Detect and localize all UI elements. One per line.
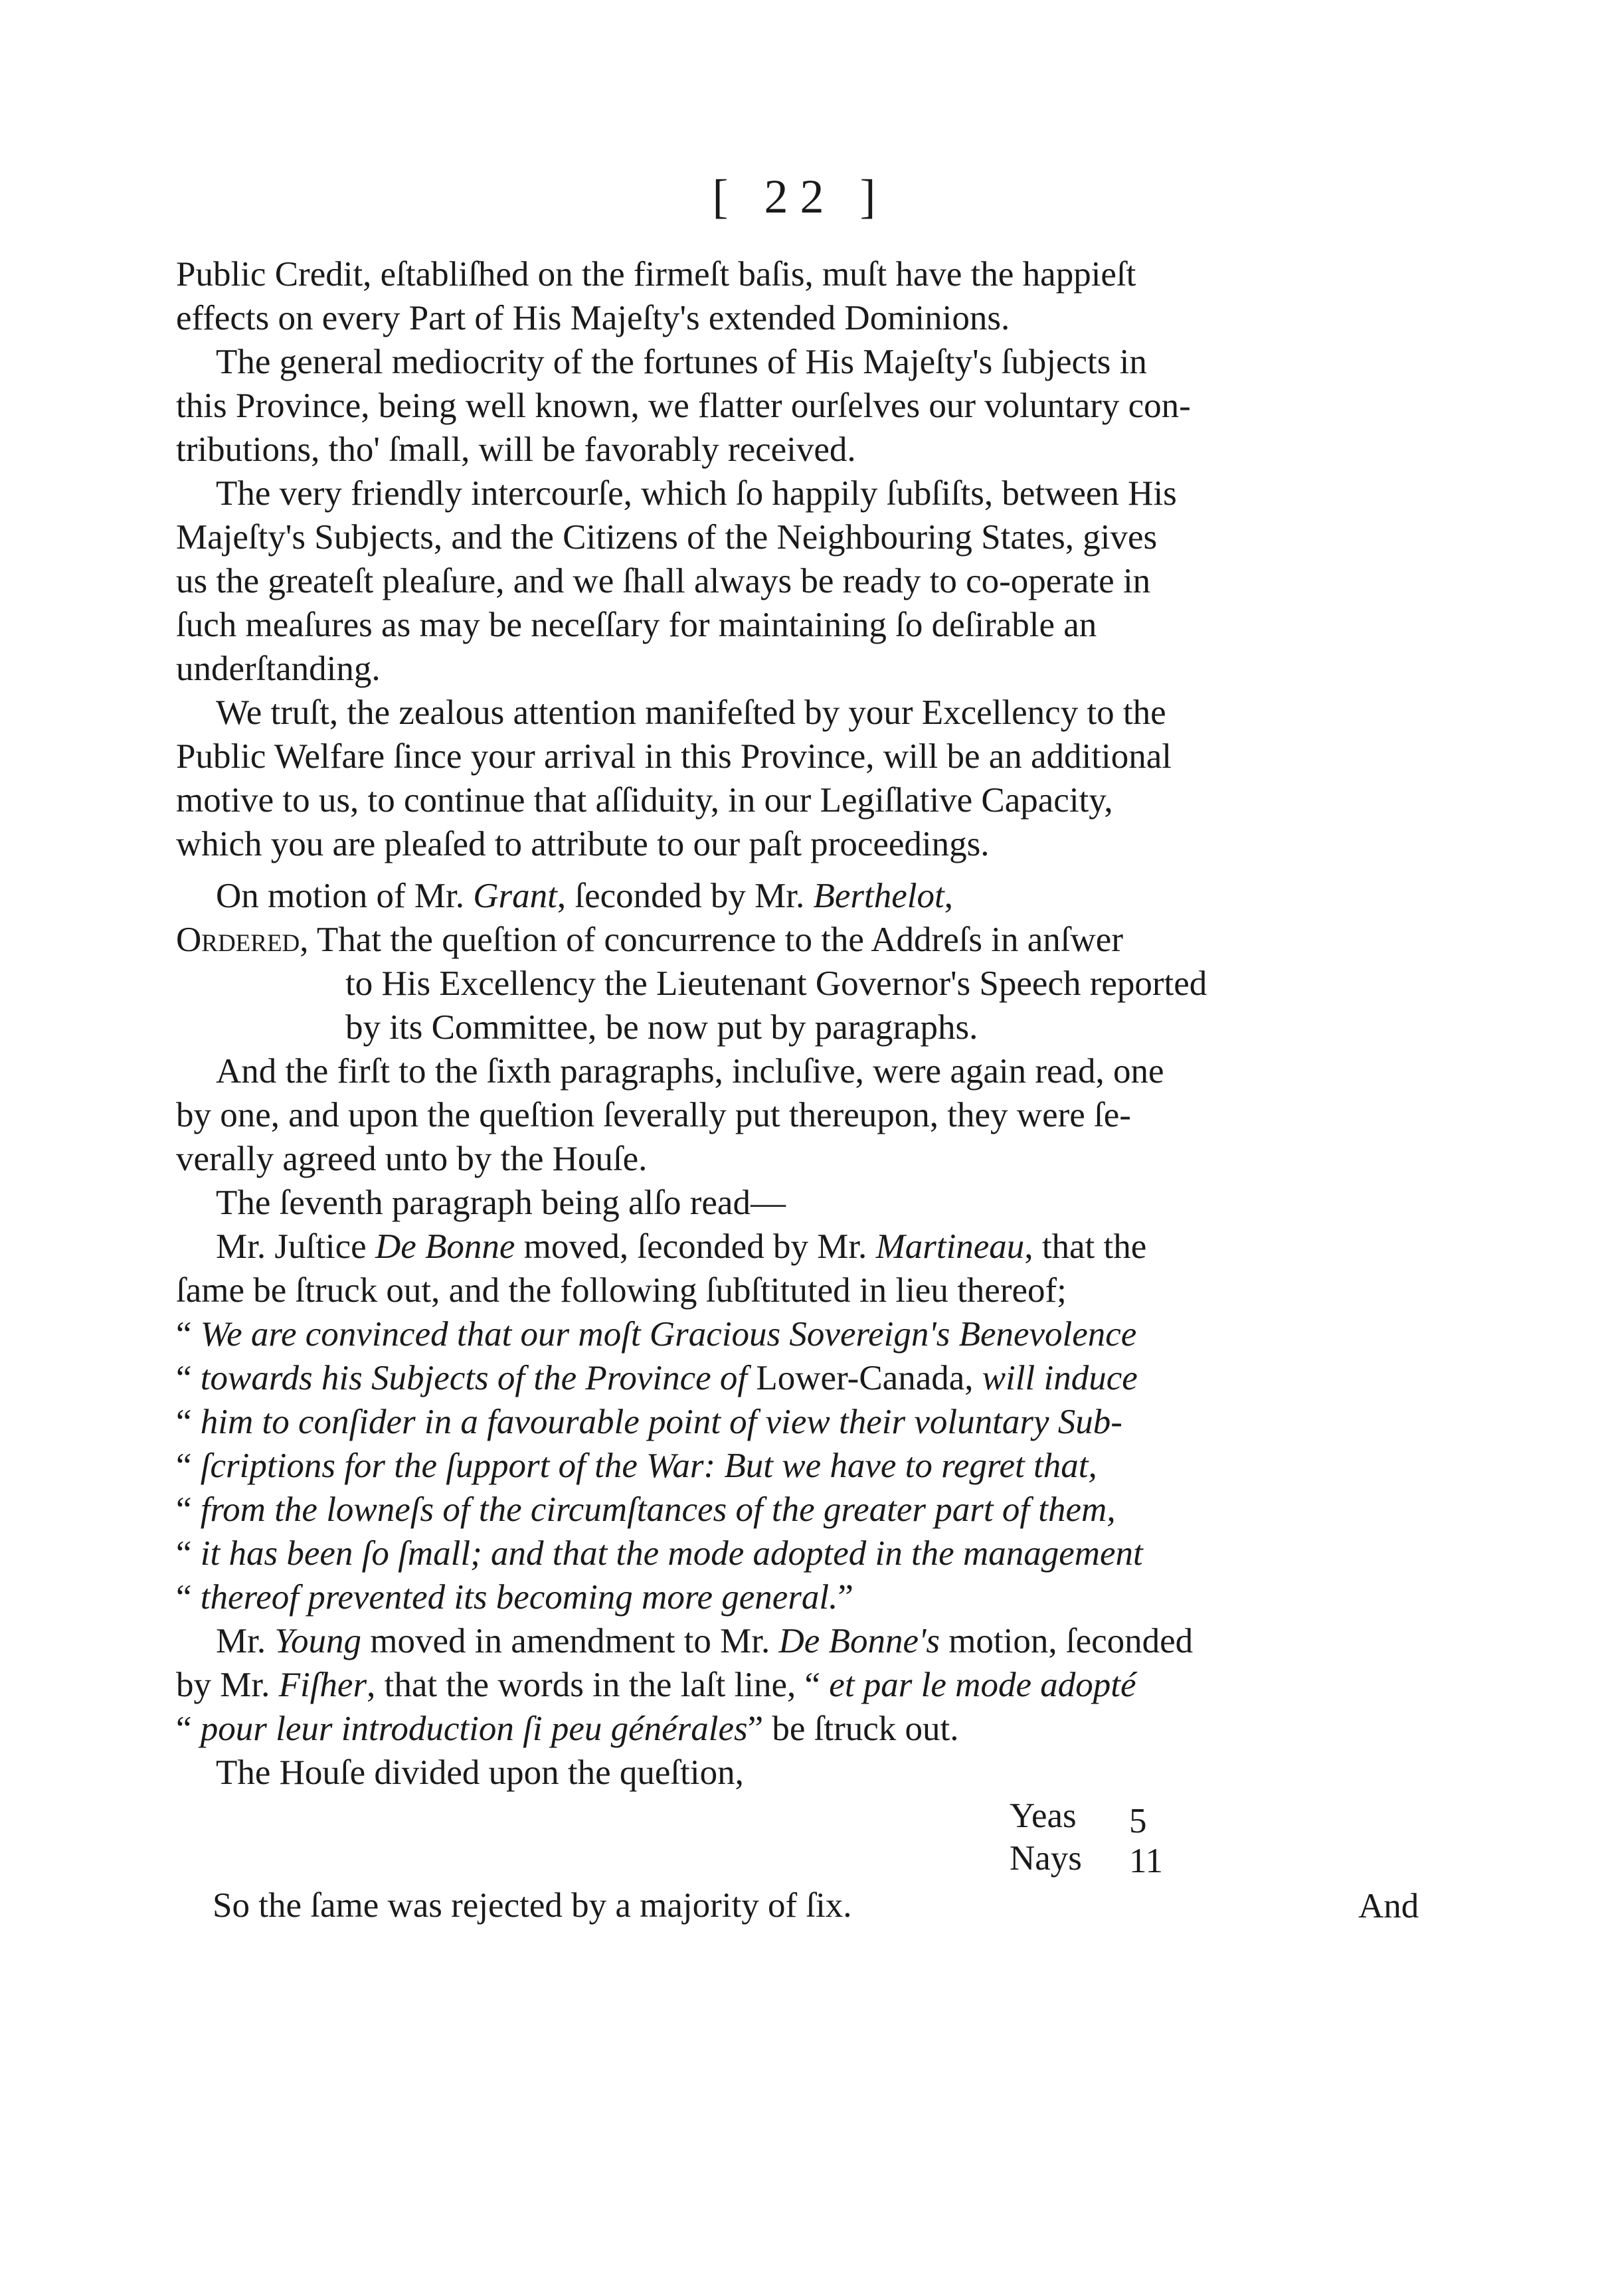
text-line: On motion of Mr. Grant, ſeconded by Mr. Berthelot, bbox=[216, 877, 953, 915]
text-line: ſame be ſtruck out, and the following ſubſtituted in lieu thereof; bbox=[176, 1271, 1067, 1310]
text-line: Majeſty's Subjects, and the Citizens of the Neighbouring States, gives bbox=[176, 518, 1158, 557]
text-line: which you are pleaſed to attribute to our paſt proceedings. bbox=[176, 825, 990, 863]
nays-label: Nays bbox=[1010, 1839, 1082, 1878]
text-line: effects on every Part of His Majeſty's extended Dominions. bbox=[176, 299, 1010, 337]
text-line: by its Committee, be now put by paragraphs. bbox=[345, 1008, 978, 1047]
text-line: us the greateſt pleaſure, and we ſhall always be ready to co-operate in bbox=[176, 562, 1151, 600]
text-line: Ordered, That the queſtion of concurrence to the Addreſs in anſwer bbox=[176, 921, 1123, 959]
text-line: The ſeventh paragraph being alſo read— bbox=[216, 1184, 786, 1222]
text-line: by Mr. Fiſher, that the words in the laſt line, “ et par le mode adopté bbox=[176, 1666, 1136, 1704]
text-line: Mr. Young moved in amendment to Mr. De Bonne's motion, ſeconded bbox=[216, 1622, 1194, 1660]
text-line: underſtanding. bbox=[176, 650, 381, 688]
text-line: “ We are convinced that our moſt Gracious Sovereign's Benevolence bbox=[176, 1315, 1137, 1354]
text-line: Public Welfare ſince your arrival in this Province, will be an additional bbox=[176, 737, 1172, 776]
text-line: ſuch meaſures as may be neceſſary for maintaining ſo deſirable an bbox=[176, 606, 1097, 644]
nays-count: 11 bbox=[1129, 1842, 1164, 1880]
yeas-count: 5 bbox=[1129, 1802, 1147, 1840]
text-line: The Houſe divided upon the queſtion, bbox=[216, 1753, 744, 1792]
page-number: [ 22 ] bbox=[712, 170, 888, 223]
text-line: by one, and upon the queſtion ſeverally put thereupon, they were ſe- bbox=[176, 1096, 1131, 1134]
text-line: The general mediocrity of the fortunes of His Majeſty's ſubjects in bbox=[216, 343, 1147, 381]
yeas-label: Yeas bbox=[1010, 1797, 1077, 1835]
text-line: “ him to conſider in a favourable point of view their voluntary Sub- bbox=[176, 1403, 1122, 1441]
text-line: “ ſcriptions for the ſupport of the War: But we have to regret that, bbox=[176, 1447, 1097, 1485]
text-line: “ it has been ſo ſmall; and that the mode adopted in the management bbox=[176, 1534, 1143, 1573]
text-line: verally agreed unto by the Houſe. bbox=[176, 1140, 648, 1178]
text-line: “ thereof prevented its becoming more general.” bbox=[176, 1578, 853, 1617]
text-line: this Province, being well known, we flatter ourſelves our voluntary con- bbox=[176, 387, 1191, 425]
text-line: motive to us, to continue that aſſiduity, in our Legiſlative Capacity, bbox=[176, 781, 1113, 820]
text-line: tributions, tho' ſmall, will be favorably received. bbox=[176, 430, 856, 469]
text-line: The very friendly intercourſe, which ſo happily ſubſiſts, between His bbox=[216, 474, 1177, 513]
text-line: to His Excellency the Lieutenant Governor's Speech reported bbox=[345, 964, 1207, 1003]
text-line: And the firſt to the ſixth paragraphs, incluſive, were again read, one bbox=[216, 1052, 1164, 1091]
catchword: And bbox=[1358, 1887, 1419, 1925]
text-line: We truſt, the zealous attention manifeſted by your Excellency to the bbox=[216, 693, 1166, 732]
text-line: Public Credit, eſtabliſhed on the firmeſt baſis, muſt have the happieſt bbox=[176, 255, 1136, 294]
text-line: “ pour leur introduction ſi peu générales” be ſtruck out. bbox=[176, 1710, 959, 1748]
text-line: “ towards his Subjects of the Province of Lower-Canada, will induce bbox=[176, 1359, 1138, 1397]
text-line: “ from the lowneſs of the circumſtances of the greater part of them, bbox=[176, 1490, 1116, 1529]
result-line: So the ſame was rejected by a majority of ſix. bbox=[213, 1886, 852, 1925]
text-line: Mr. Juſtice De Bonne moved, ſeconded by Mr. Martineau, that the bbox=[216, 1227, 1147, 1266]
